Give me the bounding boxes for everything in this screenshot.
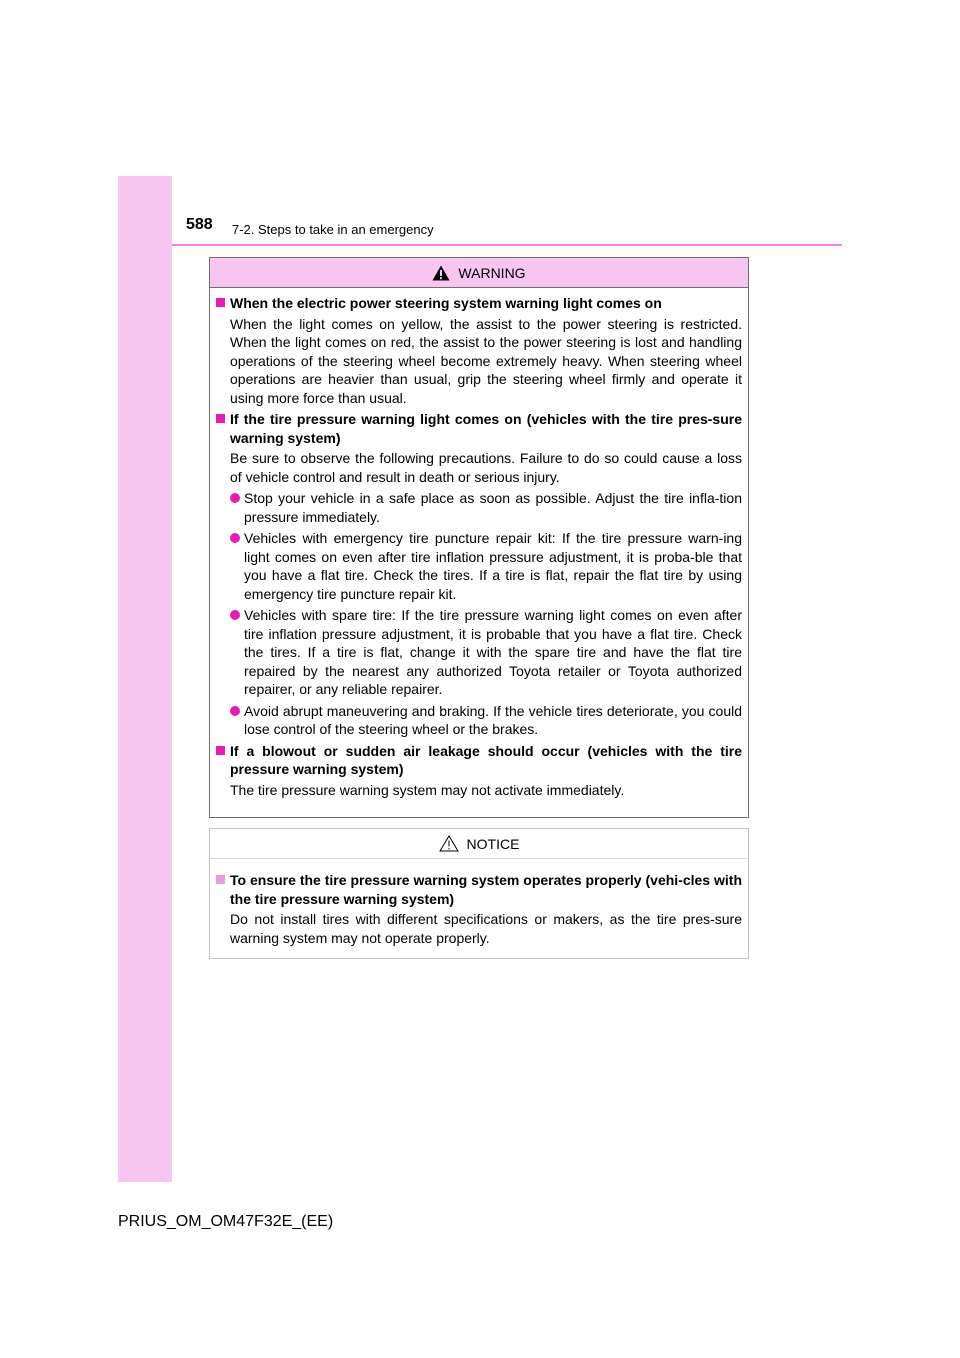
list-item	[230, 702, 742, 739]
page-number: 588	[186, 216, 213, 233]
bullet-text: Vehicles with emergency tire puncture repair kit: If the tire pressure warn-ing light comes on even after tire inflation pressure adjustment, it is proba-ble that you have a flat tire. Check the tires. If a tire is flat, repair the flat tire by using emergency tire puncture repair kit.	[244, 530, 742, 602]
bullet-text: Stop your vehicle in a safe place as soon as possible. Adjust the tire infla-tion pressure immediately.	[244, 490, 742, 525]
warning-header	[210, 258, 748, 288]
notice-box	[209, 828, 749, 959]
list-item	[230, 489, 742, 526]
warning-title: WARNING	[458, 264, 526, 281]
header-rule	[172, 244, 842, 246]
caution-triangle-icon	[439, 835, 459, 852]
square-bullet-icon	[216, 414, 225, 423]
warning-triangle-icon	[432, 265, 450, 281]
item-text: Be sure to observe the following precautions. Failure to do so could cause a loss of vehicle control and result in death or serious injury.	[230, 450, 742, 485]
notice-title: NOTICE	[466, 835, 520, 852]
warning-item	[216, 410, 742, 739]
bullet-text: Vehicles with spare tire: If the tire pressure warning light comes on even after tire inflation pressure adjustment, it is probable that you have a flat tire. Check the tires. If a tire is flat, change it with the spare tire and have the flat tire repaired by the nearest any authorized Toyota retailer or Toyota authorized repairer, or any reliable repairer.	[244, 607, 742, 697]
warning-item	[216, 742, 742, 800]
item-heading: To ensure the tire pressure warning system operates properly (vehi-cles with the tire pressure warning system)	[230, 872, 742, 907]
item-text: When the light comes on yellow, the assist to the power steering is restricted. When the light comes on red, the assist to the power steering is lost and handling operations of the steering wheel become extremely heavy. When steering wheel operations are heavier than usual, grip the steering wheel firmly and operate it using more force than usual.	[230, 315, 742, 406]
round-bullet-icon	[230, 706, 240, 716]
square-bullet-icon	[216, 298, 225, 307]
square-bullet-icon	[216, 875, 225, 884]
item-heading: If a blowout or sudden air leakage should occur (vehicles with the tire pressure warning system)	[230, 742, 742, 777]
notice-header	[210, 829, 748, 859]
bullet-text: Avoid abrupt maneuvering and braking. If the vehicle tires deteriorate, you could lose control of the steering wheel or the brakes.	[244, 702, 742, 737]
item-heading: If the tire pressure warning light comes on (vehicles with the tire pres-sure warning system)	[230, 411, 742, 446]
section-title: 7-2. Steps to take in an emergency	[232, 222, 434, 237]
list-item	[230, 606, 742, 699]
notice-item	[216, 871, 742, 947]
square-bullet-icon	[216, 746, 225, 755]
item-text: The tire pressure warning system may not activate immediately.	[230, 781, 625, 798]
side-color-band	[118, 176, 172, 1182]
round-bullet-icon	[230, 610, 240, 620]
warning-box	[209, 257, 749, 818]
list-item	[230, 529, 742, 603]
document-code: PRIUS_OM_OM47F32E_(EE)	[118, 1213, 334, 1230]
item-text: Do not install tires with different specifications or makers, as the tire pres-sure warning system may not operate properly.	[230, 911, 742, 946]
warning-item	[216, 294, 742, 407]
round-bullet-icon	[230, 493, 240, 503]
round-bullet-icon	[230, 533, 240, 543]
item-heading: When the electric power steering system warning light comes on	[230, 295, 662, 311]
